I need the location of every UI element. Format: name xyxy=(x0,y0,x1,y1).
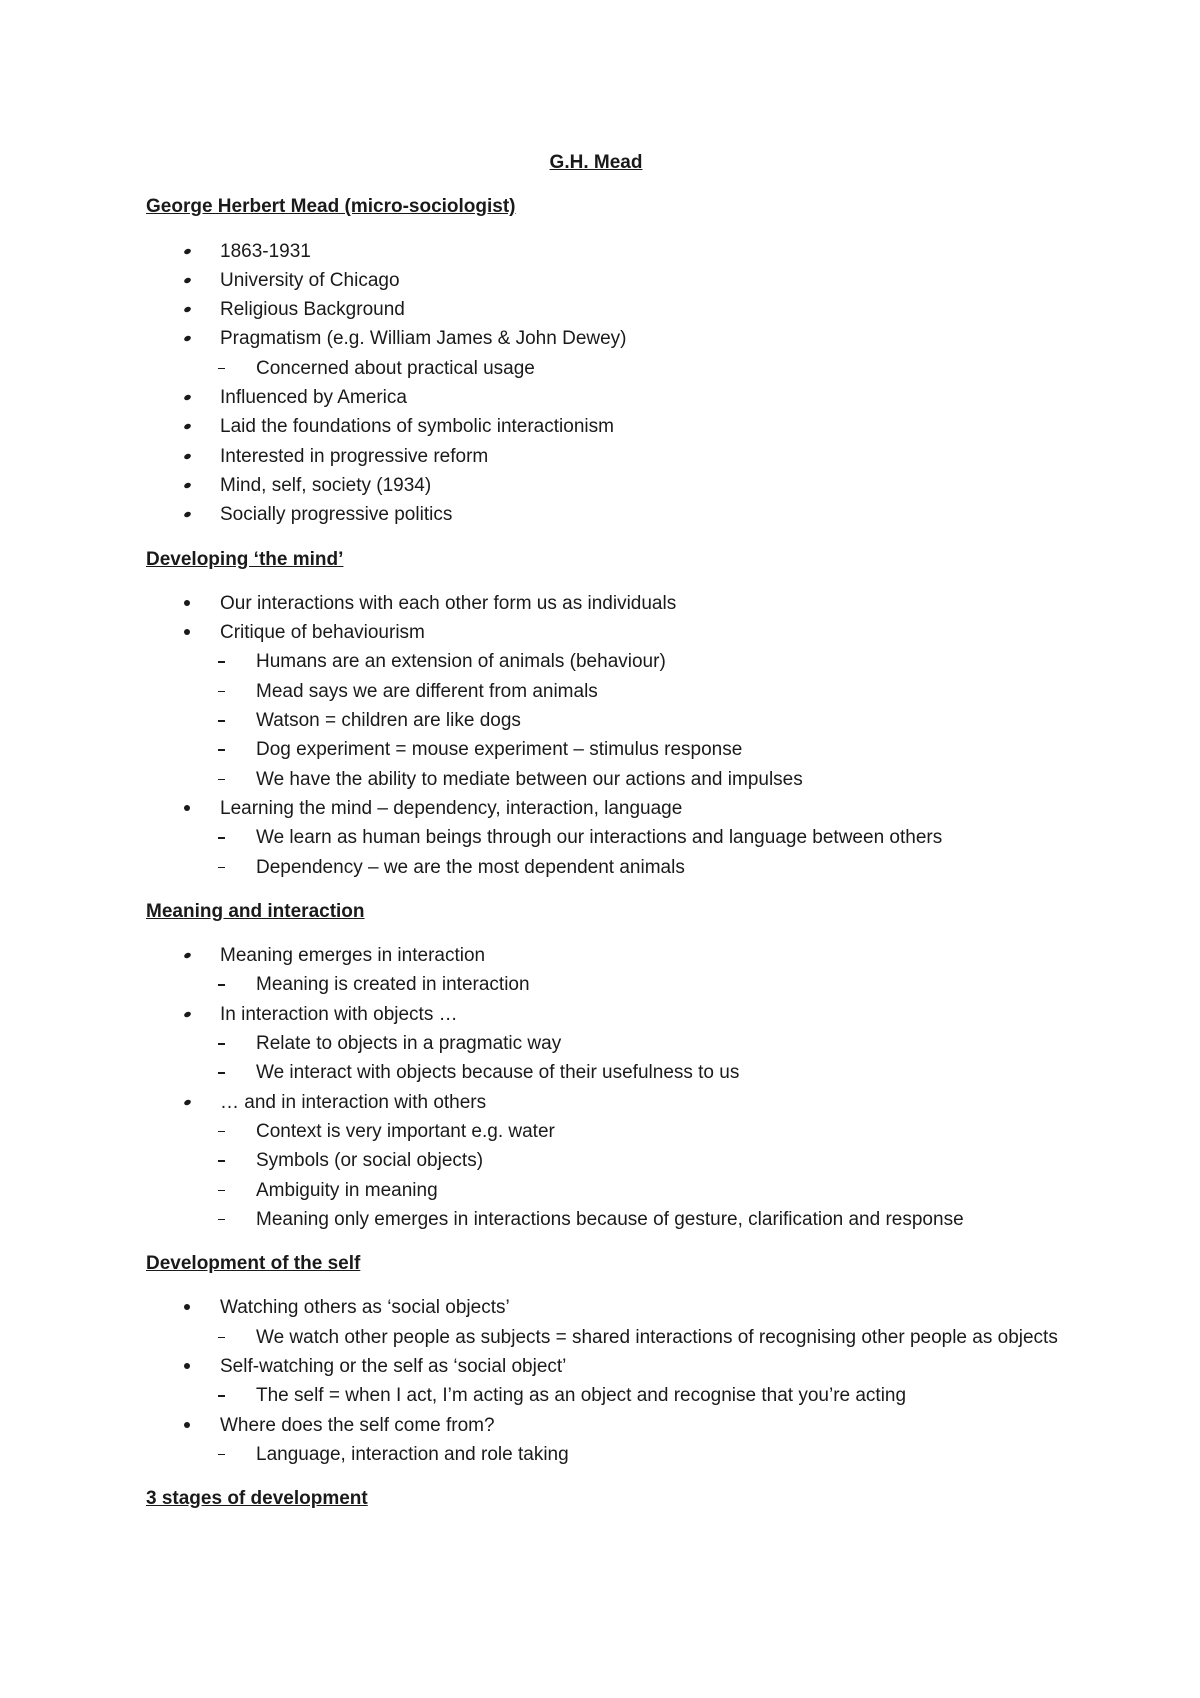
dash-icon xyxy=(218,823,256,852)
bullet-icon xyxy=(184,794,220,823)
item-text: University of Chicago xyxy=(220,269,400,291)
sub-bullet-item xyxy=(146,765,1076,794)
section-heading: Development of the self xyxy=(146,1253,361,1275)
dash-mark xyxy=(218,1454,225,1456)
dash-mark xyxy=(218,1072,225,1074)
bullet-item xyxy=(146,941,1076,970)
bullet-item xyxy=(146,1088,1076,1117)
section-heading: Developing ‘the mind’ xyxy=(146,548,344,570)
item-text: Relate to objects in a pragmatic way xyxy=(256,1033,562,1055)
item-text: Interested in progressive reform xyxy=(220,445,489,467)
bullet-icon xyxy=(184,412,220,441)
dash-mark xyxy=(218,1395,225,1397)
bullet-icon xyxy=(184,237,220,266)
bullet-item xyxy=(146,500,1076,529)
bullet-icon xyxy=(184,1000,220,1029)
item-text: Humans are an extension of animals (behaviour) xyxy=(256,651,666,673)
item-text: We learn as human beings through our interactions and language between others xyxy=(256,827,943,849)
item-text: Learning the mind – dependency, interaction, language xyxy=(220,797,683,819)
item-text: Influenced by America xyxy=(220,387,407,409)
item-text: Where does the self come from? xyxy=(220,1414,495,1436)
bullet-item xyxy=(146,1352,1076,1381)
section xyxy=(146,192,1076,529)
bullet-dot xyxy=(183,306,191,313)
dash-mark xyxy=(218,661,225,663)
bullet-icon xyxy=(184,500,220,529)
item-text: Dog experiment = mouse experiment – stimulus response xyxy=(256,739,743,761)
dash-icon xyxy=(218,1323,256,1352)
item-text: Dependency – we are the most dependent animals xyxy=(256,856,685,878)
section-heading: 3 stages of development xyxy=(146,1488,368,1510)
bullet-item xyxy=(146,324,1076,353)
bullet-item xyxy=(146,1293,1076,1322)
item-text: Watching others as ‘social objects’ xyxy=(220,1297,510,1319)
sub-bullet-item xyxy=(146,1058,1076,1087)
item-text: We interact with objects because of their usefulness to us xyxy=(256,1062,740,1084)
bullet-item xyxy=(146,266,1076,295)
sub-bullet-item xyxy=(146,1117,1076,1146)
bullet-icon xyxy=(184,471,220,500)
dash-mark xyxy=(218,779,225,781)
bullet-dot xyxy=(183,335,191,342)
dash-mark xyxy=(218,984,225,986)
sub-bullet-item xyxy=(146,706,1076,735)
dash-mark xyxy=(218,691,225,693)
bullet-icon xyxy=(184,941,220,970)
bullet-dot xyxy=(183,1098,191,1105)
bullet-icon xyxy=(184,324,220,353)
item-text: Our interactions with each other form us as individuals xyxy=(220,592,677,614)
dash-icon xyxy=(218,765,256,794)
dash-mark xyxy=(218,720,225,722)
sub-bullet-item xyxy=(146,677,1076,706)
bullet-icon xyxy=(184,1352,220,1381)
bullet-icon xyxy=(184,266,220,295)
item-text: Meaning emerges in interaction xyxy=(220,945,486,967)
dash-icon xyxy=(218,647,256,676)
bullet-item xyxy=(146,1411,1076,1440)
dash-mark xyxy=(218,1190,225,1192)
item-text: In interaction with objects … xyxy=(220,1003,458,1025)
dash-mark xyxy=(218,1043,225,1045)
bullet-item xyxy=(146,589,1076,618)
dash-icon xyxy=(218,706,256,735)
bullet-dot xyxy=(183,423,191,430)
sub-bullet-item xyxy=(146,735,1076,764)
bullet-dot xyxy=(183,952,191,959)
bullet-icon xyxy=(184,1293,220,1322)
dash-mark xyxy=(218,1337,225,1339)
bullet-icon xyxy=(184,295,220,324)
bullet-item xyxy=(146,383,1076,412)
bullet-item xyxy=(146,471,1076,500)
bullet-icon xyxy=(184,383,220,412)
dash-icon xyxy=(218,677,256,706)
item-text: Watson = children are like dogs xyxy=(256,710,521,732)
dash-icon xyxy=(218,1381,256,1410)
bullet-item xyxy=(146,794,1076,823)
item-text: Pragmatism (e.g. William James & John Dewey) xyxy=(220,328,627,350)
dash-icon xyxy=(218,853,256,882)
bullet-item xyxy=(146,295,1076,324)
sub-bullet-item xyxy=(146,647,1076,676)
bullet-item xyxy=(146,1000,1076,1029)
dash-icon xyxy=(218,1440,256,1469)
item-text: 1863-1931 xyxy=(220,240,311,262)
section-heading: Meaning and interaction xyxy=(146,900,365,922)
item-text: We watch other people as subjects = shared interactions of recognising other people as objects xyxy=(256,1326,1058,1348)
dash-mark xyxy=(218,749,225,751)
sub-bullet-item xyxy=(146,354,1076,383)
dash-icon xyxy=(218,1029,256,1058)
bullet-icon xyxy=(184,618,220,647)
item-text: Laid the foundations of symbolic interactionism xyxy=(220,416,614,438)
dash-icon xyxy=(218,1058,256,1087)
item-text: Context is very important e.g. water xyxy=(256,1120,555,1142)
bullet-dot xyxy=(184,600,190,606)
section-heading: George Herbert Mead (micro-sociologist) xyxy=(146,196,516,218)
section xyxy=(146,1484,1076,1513)
dash-icon xyxy=(218,735,256,764)
item-text: We have the ability to mediate between our actions and impulses xyxy=(256,768,803,790)
sub-bullet-item xyxy=(146,823,1076,852)
item-text: Ambiguity in meaning xyxy=(256,1179,438,1201)
item-text: Symbols (or social objects) xyxy=(256,1150,484,1172)
item-text: Self-watching or the self as ‘social object’ xyxy=(220,1355,567,1377)
item-text: … and in interaction with others xyxy=(220,1091,487,1113)
document-body xyxy=(146,148,1076,1528)
item-text: Meaning is created in interaction xyxy=(256,974,530,996)
bullet-dot xyxy=(184,805,190,811)
bullet-item xyxy=(146,412,1076,441)
dash-icon xyxy=(218,1146,256,1175)
item-text: Critique of behaviourism xyxy=(220,622,425,644)
bullet-dot xyxy=(184,1422,190,1428)
bullet-icon xyxy=(184,442,220,471)
bullet-dot xyxy=(183,277,191,284)
sub-bullet-item xyxy=(146,1146,1076,1175)
dash-mark xyxy=(218,837,225,839)
bullet-dot xyxy=(183,1010,191,1017)
bullet-dot xyxy=(183,247,191,254)
bullet-item xyxy=(146,442,1076,471)
sub-bullet-item xyxy=(146,1381,1076,1410)
bullet-dot xyxy=(183,482,191,489)
bullet-dot xyxy=(183,511,191,518)
sub-bullet-item xyxy=(146,1205,1076,1234)
bullet-dot xyxy=(183,394,191,401)
document-title: G.H. Mead xyxy=(549,152,643,173)
bullet-dot xyxy=(184,629,190,635)
dash-mark xyxy=(218,1219,225,1221)
item-text: The self = when I act, I’m acting as an object and recognise that you’re acting xyxy=(256,1385,907,1407)
item-text: Mead says we are different from animals xyxy=(256,680,598,702)
dash-icon xyxy=(218,1205,256,1234)
sub-bullet-item xyxy=(146,970,1076,999)
sub-bullet-item xyxy=(146,853,1076,882)
section xyxy=(146,545,1076,882)
bullet-dot xyxy=(184,1304,190,1310)
bullet-icon xyxy=(184,589,220,618)
sub-bullet-item xyxy=(146,1323,1076,1352)
item-text: Religious Background xyxy=(220,299,405,321)
item-text: Socially progressive politics xyxy=(220,504,453,526)
sub-bullet-item xyxy=(146,1440,1076,1469)
section xyxy=(146,897,1076,1234)
dash-icon xyxy=(218,354,256,383)
bullet-item xyxy=(146,237,1076,266)
dash-mark xyxy=(218,368,225,370)
sub-bullet-item xyxy=(146,1176,1076,1205)
bullet-icon xyxy=(184,1411,220,1440)
bullet-item xyxy=(146,618,1076,647)
dash-mark xyxy=(218,1160,225,1162)
dash-mark xyxy=(218,867,225,869)
item-text: Language, interaction and role taking xyxy=(256,1443,569,1465)
item-text: Concerned about practical usage xyxy=(256,357,535,379)
dash-icon xyxy=(218,1176,256,1205)
sub-bullet-item xyxy=(146,1029,1076,1058)
item-text: Meaning only emerges in interactions because of gesture, clarification and response xyxy=(256,1208,964,1230)
bullet-dot xyxy=(184,1363,190,1369)
dash-mark xyxy=(218,1131,225,1133)
item-text: Mind, self, society (1934) xyxy=(220,474,432,496)
bullet-icon xyxy=(184,1088,220,1117)
dash-icon xyxy=(218,970,256,999)
dash-icon xyxy=(218,1117,256,1146)
bullet-dot xyxy=(183,452,191,459)
section xyxy=(146,1249,1076,1469)
